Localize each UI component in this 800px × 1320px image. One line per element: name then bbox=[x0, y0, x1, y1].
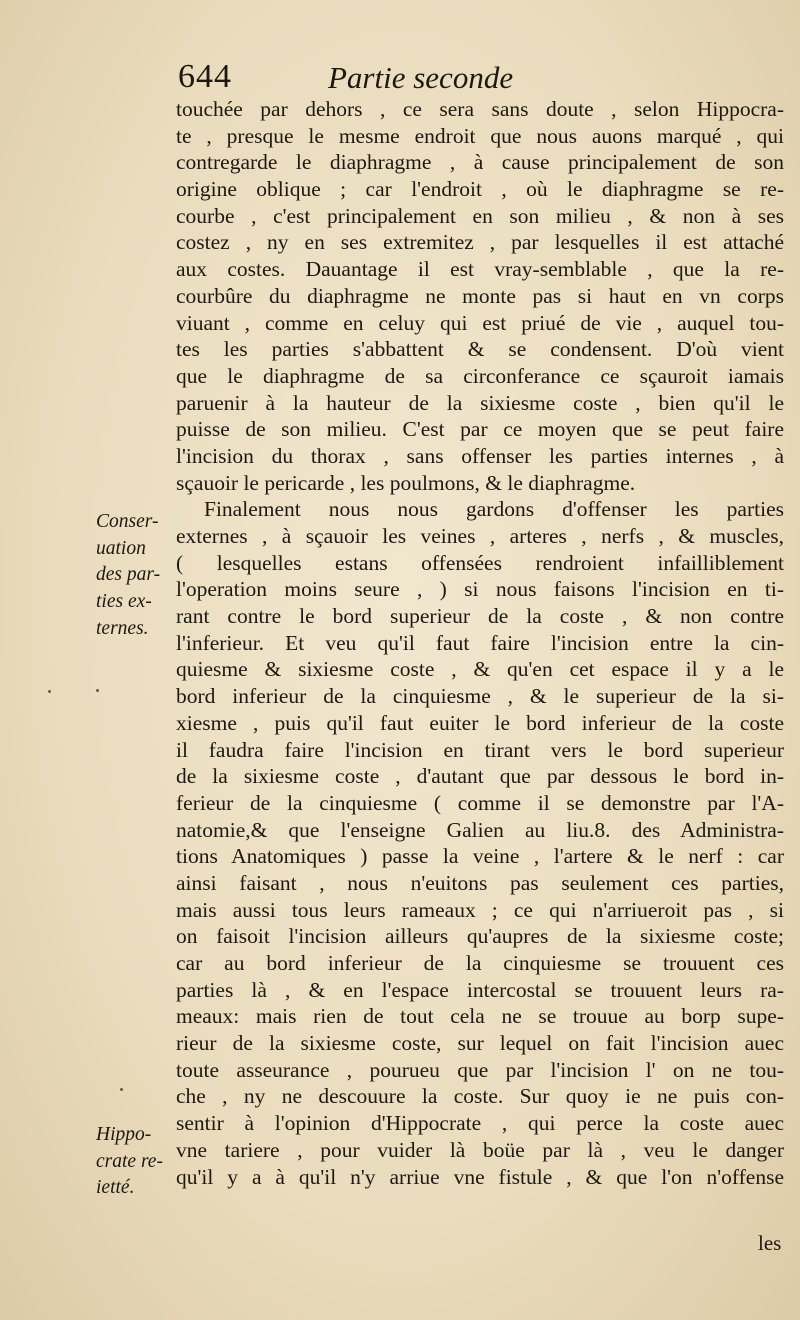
text-line: origine oblique ; car l'endroit , où le diaphragme se re- bbox=[176, 177, 784, 202]
text-line: courbûre du diaphragme ne monte pas si haut en vn corps bbox=[176, 283, 784, 308]
margin-note-line: ties ex- bbox=[96, 591, 152, 613]
text-line: rieur de la sixiesme coste, sur lequel on fait l'incision auec bbox=[176, 1031, 784, 1056]
text-line: toute asseurance , pourueu que par l'incision l' on ne tou- bbox=[176, 1057, 784, 1082]
margin-note-line: uation bbox=[96, 537, 146, 559]
text-line: quiesme & sixiesme coste , & qu'en cet espace il y a le bbox=[176, 657, 784, 682]
margin-note-line: ternes. bbox=[96, 617, 149, 639]
margin-note-line: des par- bbox=[96, 564, 161, 586]
text-line: tions Anatomiques ) passe la veine , l'artere & le nerf : car bbox=[176, 844, 784, 869]
text-line: que le diaphragme de sa circonferance ce sçauroit iamais bbox=[176, 363, 784, 388]
text-line: tes les parties s'abbattent & se condensent. D'où vient bbox=[176, 337, 784, 362]
catchword: les bbox=[758, 1231, 782, 1255]
text-line: car au bord inferieur de la cinquiesme se trouuent ces bbox=[176, 951, 784, 975]
text-line: costez , ny en ses extremitez , par lesquelles il est attaché bbox=[176, 230, 784, 255]
margin-note-line: Conser- bbox=[96, 511, 159, 532]
paper-speck bbox=[48, 690, 51, 693]
margin-note-line: crate re- bbox=[96, 1150, 163, 1172]
margin-note-line: Hippo- bbox=[96, 1124, 152, 1145]
text-line: natomie,& que l'enseigne Galien au liu.8. des Administra- bbox=[176, 817, 784, 842]
text-line: de la sixiesme coste , d'autant que par dessous le bord in- bbox=[176, 764, 784, 789]
text-line: meaux: mais rien de tout cela ne se trouue au borp supe- bbox=[176, 1004, 784, 1029]
text-line: ainsi faisant , nous n'euitons pas seulement ces parties, bbox=[176, 870, 784, 895]
body-text bbox=[176, 96, 784, 1190]
running-title: Partie seconde bbox=[328, 60, 514, 95]
text-line: courbe , c'est principalement en son milieu , & non à ses bbox=[176, 203, 784, 228]
margin-note-conservation bbox=[96, 509, 174, 643]
page-number: 644 bbox=[178, 58, 232, 95]
text-line: l'inferieur. Et veu qu'il faut faire l'incision entre la cin- bbox=[176, 630, 784, 655]
text-line: on faisoit l'incision ailleurs qu'aupres de la sixiesme coste; bbox=[176, 924, 784, 949]
text-line: l'incision du thorax , sans offenser les parties internes , à bbox=[176, 443, 784, 468]
text-line: touchée par dehors , ce sera sans doute , selon Hippocra- bbox=[176, 97, 784, 121]
text-line: bord inferieur de la cinquiesme , & le superieur de la si- bbox=[176, 684, 784, 709]
paper-speck bbox=[120, 1088, 123, 1091]
text-line: te , presque le mesme endroit que nous auons marqué , qui bbox=[176, 123, 784, 148]
margin-note-hippocrate bbox=[96, 1122, 174, 1202]
text-line: ferieur de la cinquiesme ( comme il se demonstre par l'A- bbox=[176, 790, 784, 815]
text-line: ( lesquelles estans offensées rendroient infailliblement bbox=[176, 550, 784, 575]
text-line: Finalement nous nous gardons d'offenser les parties bbox=[204, 497, 784, 522]
text-line: parties là , & en l'espace intercostal se trouuent leurs ra- bbox=[176, 977, 784, 1002]
text-line: paruenir à la hauteur de la sixiesme coste , bien qu'il le bbox=[176, 390, 784, 415]
text-line: rant contre le bord superieur de la coste , & non contre bbox=[176, 604, 784, 629]
text-line: sçauoir le pericarde , les poulmons, & le diaphragme. bbox=[176, 470, 636, 495]
text-line: puisse de son milieu. C'est par ce moyen que se peut faire bbox=[176, 417, 784, 442]
text-line: aux costes. Dauantage il est vray-semblable , que la re- bbox=[176, 257, 784, 282]
text-line: che , ny ne descouure la coste. Sur quoy ie ne puis con- bbox=[176, 1084, 784, 1109]
text-line: externes , à sçauoir les veines , arteres , nerfs , & muscles, bbox=[176, 524, 784, 548]
text-line: mais aussi tous leurs rameaux ; ce qui n'arriueroit pas , si bbox=[176, 897, 784, 922]
page-header bbox=[178, 58, 618, 98]
text-line: sentir à l'opinion d'Hippocrate , qui perce la coste auec bbox=[176, 1111, 784, 1136]
margin-note-line: ietté. bbox=[96, 1177, 135, 1199]
text-line: l'operation moins seure , ) si nous faisons l'incision en ti- bbox=[176, 577, 784, 602]
text-line: contregarde le diaphragme , à cause principalement de son bbox=[176, 150, 784, 175]
text-line: viuant , comme en celuy qui est priué de vie , auquel tou- bbox=[176, 310, 784, 335]
text-line: vne tariere , pour vuider là boüe par là , veu le danger bbox=[176, 1137, 784, 1162]
paper-speck bbox=[96, 689, 99, 692]
text-line: xiesme , puis qu'il faut euiter le bord inferieur de la coste bbox=[176, 710, 784, 735]
text-line: il faudra faire l'incision en tirant vers le bord superieur bbox=[176, 737, 784, 762]
text-line: qu'il y a à qu'il n'y arriue vne fistule , & que l'on n'offense bbox=[176, 1164, 784, 1189]
